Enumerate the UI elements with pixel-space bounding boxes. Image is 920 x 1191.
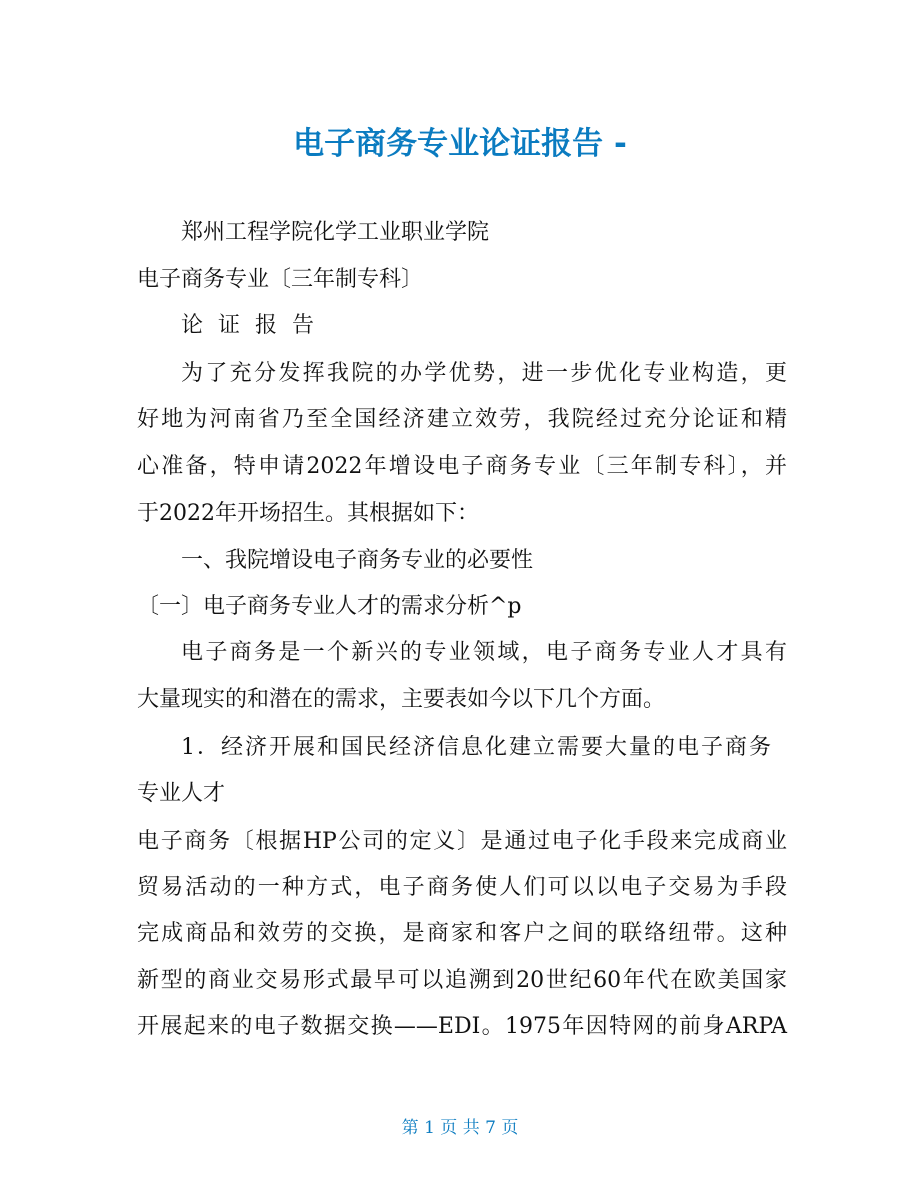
paragraph-line: 心准备，特申请2022年增设电子商务专业〔三年制专科〕，并	[137, 454, 787, 479]
heading-line: 专业人才	[137, 781, 226, 806]
heading-line: 一、我院增设电子商务专业的必要性	[181, 548, 534, 573]
paragraph-line: 郑州工程学院化学工业职业学院	[181, 220, 490, 245]
paragraph-line: 电子商务是一个新兴的专业领域，电子商务专业人才具有	[181, 640, 787, 665]
paragraph-line: 论 证 报 告	[181, 313, 314, 338]
page-number-footer: 第 1 页 共 7 页	[401, 1118, 519, 1138]
paragraph-line: 于2022年开场招生。其根据如下：	[137, 501, 479, 526]
paragraph-line: 为了充分发挥我院的办学优势，进一步优化专业构造，更	[181, 361, 787, 386]
heading-line: 1．经济开展和国民经济信息化建立需要大量的电子商务	[181, 735, 771, 760]
paragraph-line: 电子商务〔根据HP公司的定义〕是通过电子化手段来完成商业	[137, 829, 787, 854]
paragraph-line: 开展起来的电子数据交换——EDI。1975年因特网的前身ARPA	[137, 1014, 787, 1039]
document-title: 电子商务专业论证报告 -	[293, 126, 627, 162]
paragraph-line: 好地为河南省乃至全国经济建立效劳，我院经过充分论证和精	[137, 407, 787, 432]
paragraph-line: 新型的商业交易形式最早可以追溯到20世纪60年代在欧美国家	[137, 968, 787, 993]
heading-line: 〔一〕电子商务专业人才的需求分析^p	[137, 594, 522, 619]
paragraph-line: 完成商品和效劳的交换，是商家和客户之间的联络纽带。这种	[137, 921, 787, 946]
paragraph-line: 大量现实的和潜在的需求，主要表如今以下几个方面。	[137, 687, 666, 712]
paragraph-line: 电子商务专业〔三年制专科〕	[137, 267, 424, 292]
paragraph-line: 贸易活动的一种方式，电子商务使人们可以以电子交易为手段	[137, 875, 787, 900]
